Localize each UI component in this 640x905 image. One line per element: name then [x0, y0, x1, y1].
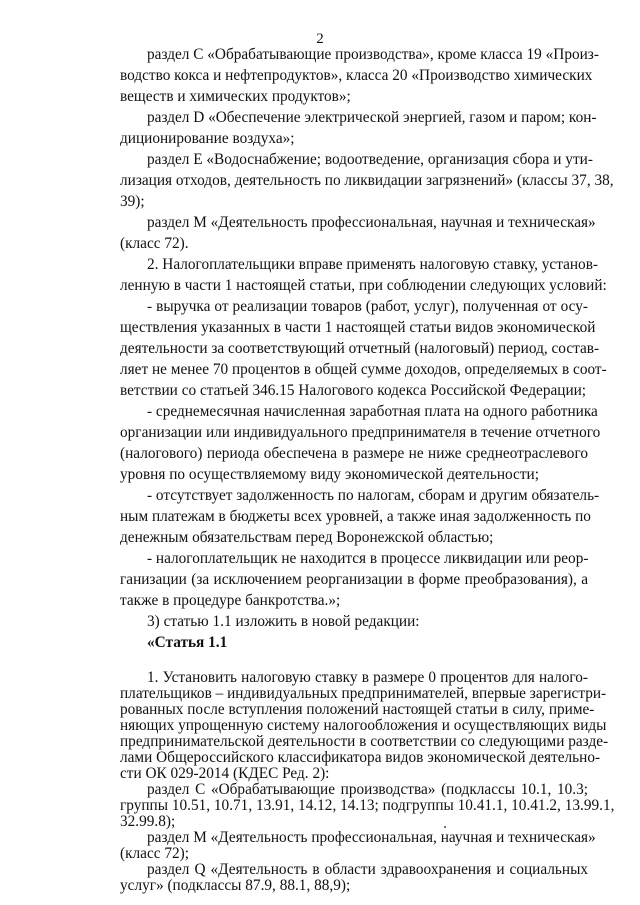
- text-line: ляет не менее 70 процентов в общей сумме доходов, определяемых в соот-: [120, 361, 607, 378]
- text-line: раздел С «Обрабатывающие производства», кроме класса 19 «Произ-: [147, 46, 599, 63]
- scan-speck: [444, 826, 446, 828]
- text-line: ветствии со статьей 346.15 Налогового кодекса Российской Федерации;: [120, 382, 587, 399]
- page-number: 2: [316, 31, 324, 47]
- text-line: предпринимательской деятельности в соответствии со следующими разде-: [120, 733, 609, 750]
- text-line: раздел М «Деятельность профессиональная, научная и техническая»: [147, 829, 596, 846]
- text-line: раздел Q «Деятельность в области здравоохранения и социальных: [147, 861, 588, 878]
- text-line: раздел М «Деятельность профессиональная, научная и техническая»: [147, 214, 596, 231]
- text-line: ществления указанных в части 1 настоящей статьи видов экономической: [120, 319, 596, 336]
- text-line: 39);: [120, 193, 145, 210]
- text-line: рованных после вступления положений настоящей статьи в силу, приме-: [120, 701, 595, 718]
- text-line: сти ОК 029-2014 (КДЕС Ред. 2):: [120, 765, 330, 782]
- text-line: группы 10.51, 10.71, 13.91, 14.12, 14.13; подгруппы 10.41.1, 10.41.2, 13.99.1,: [120, 797, 615, 814]
- text-line: 1. Установить налоговую ставку в размере 0 процентов для налого-: [147, 669, 588, 686]
- text-line: также в процедуре банкротства.»;: [120, 592, 341, 609]
- text-line: няющих упрощенную систему налогообложения и осуществляющих виды: [120, 717, 607, 734]
- text-line: плательщиков – индивидуальных предпринимателей, впервые зарегистри-: [120, 685, 607, 702]
- text-line: услуг» (подклассы 87.9, 88.1, 88,9);: [120, 877, 351, 894]
- text-line: лами Общероссийского классификатора видов экономической деятельно-: [120, 749, 601, 766]
- text-line: денежным обязательствам перед Воронежской областью;: [120, 529, 494, 546]
- text-line: (класс 72);: [120, 845, 189, 862]
- text-line: 3) статью 1.1 изложить в новой редакции:: [147, 613, 420, 630]
- text-line: 32.99.8);: [120, 813, 176, 830]
- text-line: веществ и химических продуктов»;: [120, 88, 351, 105]
- text-line: - отсутствует задолженность по налогам, сборам и другим обязатель-: [147, 487, 600, 504]
- text-line: организации или индивидуального предпринимателя в течение отчетного: [120, 424, 601, 441]
- text-line: диционирование воздуха»;: [120, 130, 295, 147]
- text-line: уровня по осуществляемому виду экономической деятельности;: [120, 466, 539, 483]
- article-heading: «Статья 1.1: [147, 634, 228, 651]
- text-line: водство кокса и нефтепродуктов», класса 20 «Производство химических: [120, 67, 593, 84]
- text-line: ленную в части 1 настоящей статьи, при соблюдении следующих условий:: [120, 277, 607, 294]
- text-line: раздел С «Обрабатывающие производства» (подклассы 10.1, 10.3;: [147, 781, 588, 798]
- text-line: раздел Е «Водоснабжение; водоотведение, организация сбора и ути-: [147, 151, 593, 168]
- text-line: - налогоплательщик не находится в процессе ликвидации или реор-: [147, 550, 589, 567]
- text-line: (налогового) периода обеспечена в размере не ниже среднеотраслевого: [120, 445, 588, 462]
- text-line: ганизации (за исключением реорганизации в форме преобразования), а: [120, 571, 588, 588]
- text-line: (класс 72).: [120, 235, 189, 252]
- text-line: ным платежам в бюджеты всех уровней, а также иная задолженность по: [120, 508, 591, 525]
- text-line: раздел D «Обеспечение электрической энергией, газом и паром; кон-: [147, 109, 597, 126]
- text-line: деятельности за соответствующий отчетный (налоговый) период, состав-: [120, 340, 600, 357]
- text-line: - выручка от реализации товаров (работ, услуг), полученная от осу-: [147, 298, 588, 315]
- text-line: - среднемесячная начисленная заработная плата на одного работника: [147, 403, 598, 420]
- text-line: лизация отходов, деятельность по ликвидации загрязнений» (классы 37, 38,: [120, 172, 614, 189]
- text-line: 2. Налогоплательщики вправе применять налоговую ставку, установ-: [147, 256, 599, 273]
